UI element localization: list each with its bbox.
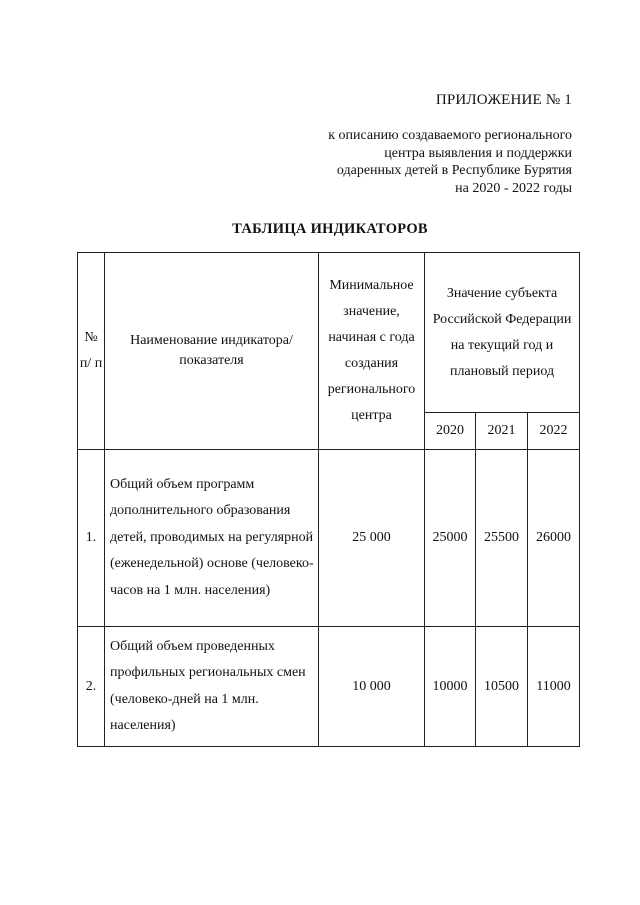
column-header-regional-values: Значение субъекта Российской Федерации на текущий год и плановый период [425, 253, 580, 413]
row-minimum-value: 10 000 [319, 627, 425, 747]
row-number: 2. [78, 627, 105, 747]
table-row [78, 627, 580, 747]
row-number: 1. [78, 450, 105, 627]
appendix-title: ПРИЛОЖЕНИЕ № 1 [435, 92, 572, 108]
indicators-table [77, 252, 580, 747]
appendix-description [282, 127, 572, 197]
table-header-row [78, 253, 580, 413]
table-title: ТАБЛИЦА ИНДИКАТОРОВ [232, 221, 428, 237]
appendix-description-line: на 2020 - 2022 годы [455, 180, 572, 196]
column-header-year: 2022 [528, 413, 580, 450]
row-value-2022: 26000 [528, 450, 580, 627]
row-minimum-value: 25 000 [319, 450, 425, 627]
column-header-year: 2020 [425, 413, 476, 450]
appendix-description-line: центра выявления и поддержки [384, 145, 572, 161]
row-value-2020: 25000 [425, 450, 476, 627]
row-value-2021: 10500 [476, 627, 528, 747]
row-value-2021: 25500 [476, 450, 528, 627]
column-header-year: 2021 [476, 413, 528, 450]
row-value-2022: 11000 [528, 627, 580, 747]
row-indicator-name: Общий объем программ дополнительного образования детей, проводимых на регулярной (еженедельной) основе (человеко-часов на 1 млн. населения) [105, 450, 319, 627]
row-value-2020: 10000 [425, 627, 476, 747]
appendix-description-line: к описанию создаваемого регионального [328, 128, 572, 143]
column-header-number: № п/ п [78, 253, 105, 450]
column-header-name: Наименование индикатора/показателя [105, 253, 319, 450]
row-indicator-name: Общий объем проведенных профильных региональных смен (человеко-дней на 1 млн. населения) [105, 627, 319, 747]
table-row [78, 450, 580, 627]
appendix-description-line: одаренных детей в Республике Бурятия [336, 163, 572, 178]
column-header-minimum: Минимальное значение, начиная с года создания регионального центра [319, 253, 425, 450]
